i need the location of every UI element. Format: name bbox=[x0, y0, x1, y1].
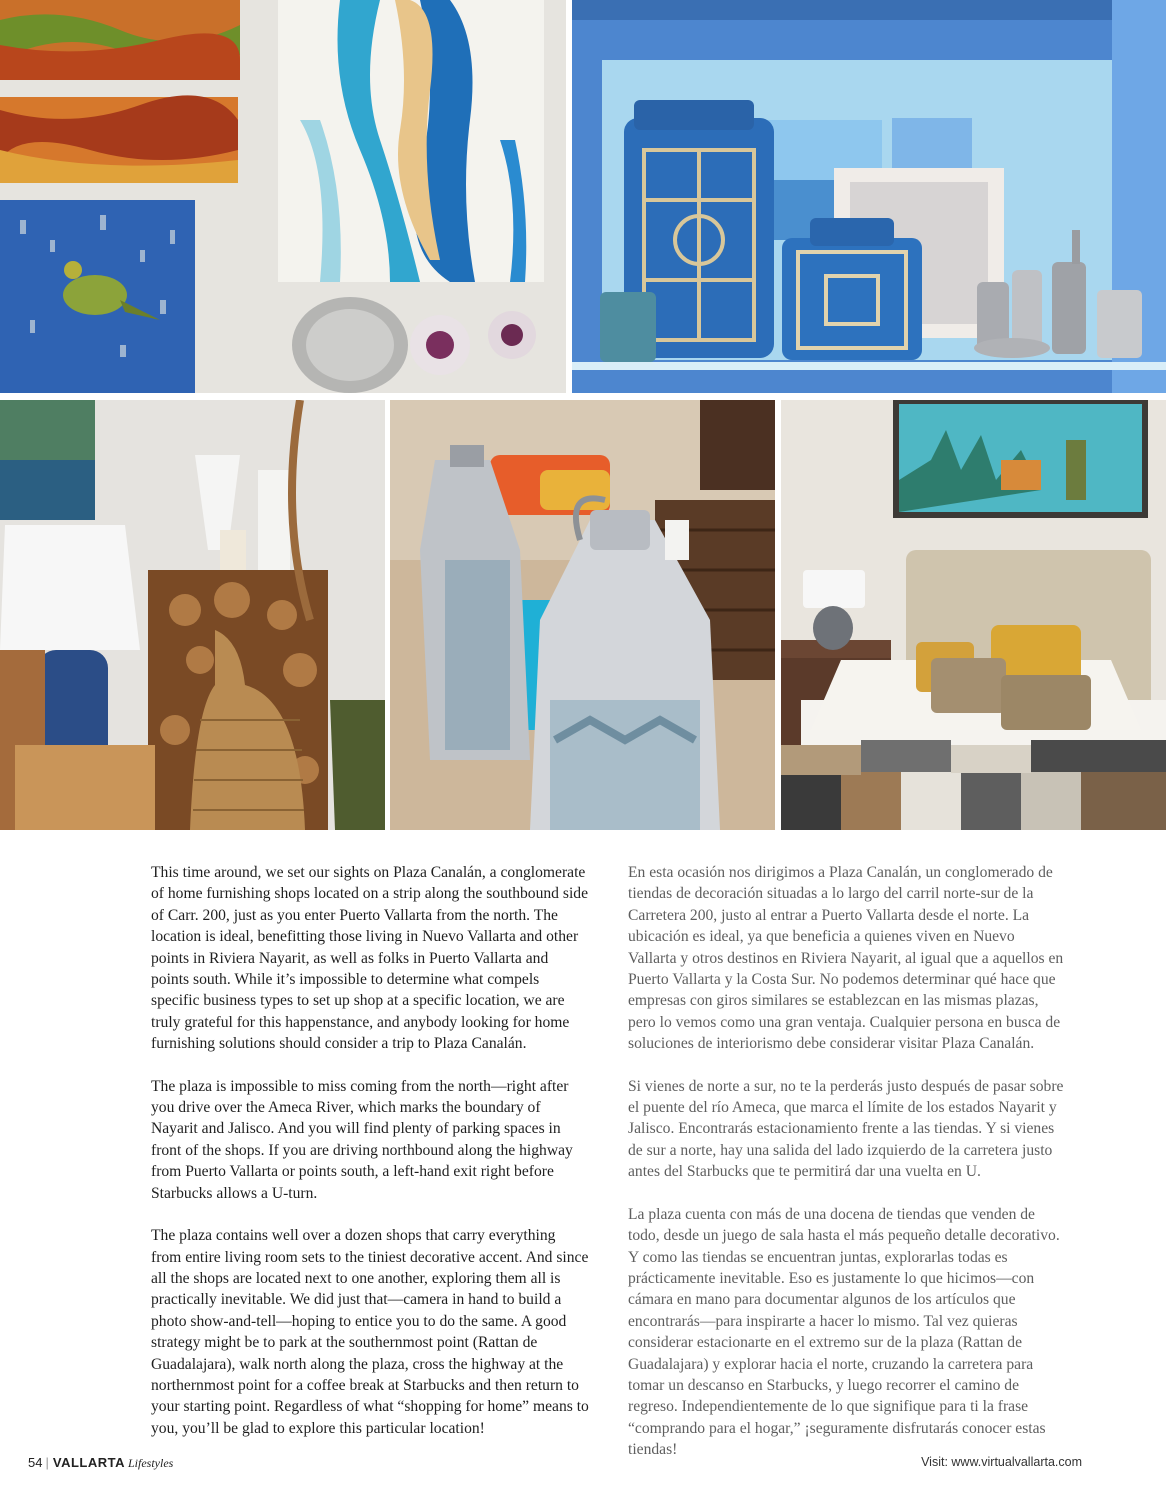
photo-lamp-and-woodwork bbox=[0, 400, 385, 830]
folio-separator: | bbox=[45, 1455, 49, 1470]
article-paragraph: Si vienes de norte a sur, no te la perderás justo después de pasar sobre el puente del río Ameca, que marca el límite de los estados Nayarit y Jalisco. Encontrarás estacionamiento frente a las tiendas. Y si vienes de sur a norte, hay una salida del lado izquierdo de la carretera justo antes del Starbucks que te permitirá dar una vuelta en U. bbox=[628, 1077, 1064, 1181]
article-paragraph: La plaza cuenta con más de una docena de tiendas que venden de todo, desde un juego de sala hasta el más pequeño detalle decorativo. Y como las tiendas se encuentran juntas, explorarlas todas es prácticamente inevitable. Eso es justamente lo que hicimos—con cámara en mano para documentar algunos de los artículos que encontrarás—para inspirarte a hacer lo mismo. Tal vez quieras considerar estacionarte en el extremo sur de la plaza (Rattan de Guadalajara) y explorar hacia el norte, cruzando la carretera para tomar un descanso en Starbucks, y luego recorrer el camino de regreso. Independientemente de lo que signifique para ti la frase “comprando para el hogar,” ¡seguramente disfrutarás conocer estas tiendas! bbox=[628, 1205, 1060, 1459]
article-column-english bbox=[151, 862, 589, 1460]
photo-blue-ceramic-jars bbox=[572, 0, 1166, 393]
photo-bedroom-set bbox=[781, 400, 1166, 830]
magazine-brand: VALLARTA bbox=[52, 1455, 125, 1470]
footer-website: Visit: www.virtualvallarta.com bbox=[921, 1455, 1082, 1469]
photo-steel-lanterns bbox=[390, 400, 775, 830]
article-column-spanish bbox=[628, 862, 1066, 1482]
page-number: 54 bbox=[28, 1455, 43, 1470]
footer-folio bbox=[28, 1455, 173, 1471]
magazine-brand-suffix: Lifestyles bbox=[127, 1456, 174, 1470]
article-paragraph: The plaza contains well over a dozen shops that carry everything from entire living room sets to the tiniest decorative accent. And since all the shops are located next to one another, exploring them all is practically inevitable. We did just that—camera in hand to build a photo show-and-tell—hoping to entice you to do the same. A good strategy might be to park at the southernmost point (Rattan de Guadalajara), walk north along the plaza, cross the highway at the northernmost point for a coffee break at Starbucks and then return to your starting point. Regardless of what “shopping for home” means to you, you’ll be glad to explore this particular location! bbox=[151, 1227, 589, 1437]
article-paragraph: The plaza is impossible to miss coming from the north—right after you drive over the Ameca River, which marks the boundary of Nayarit and Jalisco. And you will find plenty of parking spaces in front of the shops. If you are driving northbound along the highway from Puerto Vallarta or points south, a left-hand exit right before Starbucks allows a U-turn. bbox=[151, 1077, 573, 1202]
article-paragraph: En esta ocasión nos dirigimos a Plaza Canalán, un conglomerado de tiendas de decoración situadas a lo largo del carril norte-sur de la Carretera 200, justo al entrar a Puerto Vallarta desde el norte. La ubicación es ideal, ya que beneficia a quienes viven en Nuevo Vallarta y otros destinos en Riviera Nayarit, al igual que a aquellos en Puerto Vallarta y la Costa Sur. No podemos determinar qué hace que empresas con giros similares se establezcan en las mismas plazas, pero lo vemos como una gran ventaja. Cualquier persona en busca de soluciones de interiorismo debe considerar visitar Plaza Canalán. bbox=[628, 864, 1064, 1053]
photo-paintings-wall bbox=[0, 0, 566, 393]
article-paragraph: This time around, we set our sights on Plaza Canalán, a conglomerate of home furnishing shops located on a strip along the southbound side of Carr. 200, just as you enter Puerto Vallarta from the north. The location is ideal, benefitting those living in Nuevo Vallarta and other points in Riviera Nayarit, as well as folks in Puerto Vallarta and points south. While it’s impossible to determine what compels specific business types to set up shop at a specific location, we are truly grateful for this happenstance, and anybody looking for home furnishing solutions should consider a trip to Plaza Canalán. bbox=[151, 864, 588, 1053]
